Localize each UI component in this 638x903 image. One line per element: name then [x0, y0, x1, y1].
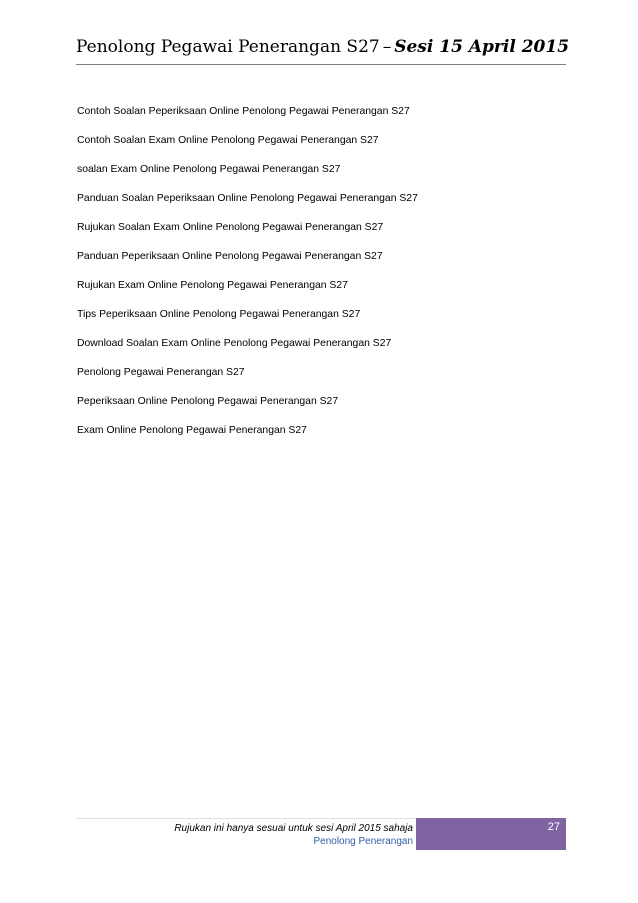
body-line: Download Soalan Exam Online Penolong Pegawai Penerangan S27 [77, 338, 392, 349]
body-line: Rujukan Exam Online Penolong Pegawai Penerangan S27 [77, 280, 348, 291]
page-footer [76, 818, 566, 850]
header-separator: – [382, 37, 392, 57]
body-line: Contoh Soalan Peperiksaan Online Penolong Pegawai Penerangan S27 [77, 106, 410, 117]
footer-text [76, 822, 413, 848]
document-title: Penolong Pegawai Penerangan S27 [76, 37, 380, 57]
session-label: Sesi 15 April 2015 [394, 37, 570, 57]
document-body [77, 105, 547, 453]
body-line: Panduan Soalan Peperiksaan Online Penolong Pegawai Penerangan S27 [77, 193, 418, 204]
footer-subject: Penolong Penerangan [313, 836, 413, 847]
body-line: Rujukan Soalan Exam Online Penolong Pegawai Penerangan S27 [77, 222, 384, 233]
body-line: Penolong Pegawai Penerangan S27 [77, 367, 245, 378]
body-line: Contoh Soalan Exam Online Penolong Pegawai Penerangan S27 [77, 135, 379, 146]
body-line: Panduan Peperiksaan Online Penolong Pegawai Penerangan S27 [77, 251, 383, 262]
page-number-box [416, 818, 566, 850]
footer-note: Rujukan ini hanya sesuai untuk sesi April 2015 sahaja [174, 823, 413, 834]
footer-divider [76, 818, 416, 819]
body-line: Exam Online Penolong Pegawai Penerangan S27 [77, 425, 307, 436]
body-line: Tips Peperiksaan Online Penolong Pegawai Penerangan S27 [77, 309, 361, 320]
body-line: Peperiksaan Online Penolong Pegawai Penerangan S27 [77, 396, 339, 407]
page-header [76, 36, 570, 65]
header-title-line [76, 36, 570, 58]
body-line: soalan Exam Online Penolong Pegawai Penerangan S27 [77, 164, 341, 175]
page-number: 27 [547, 821, 560, 833]
